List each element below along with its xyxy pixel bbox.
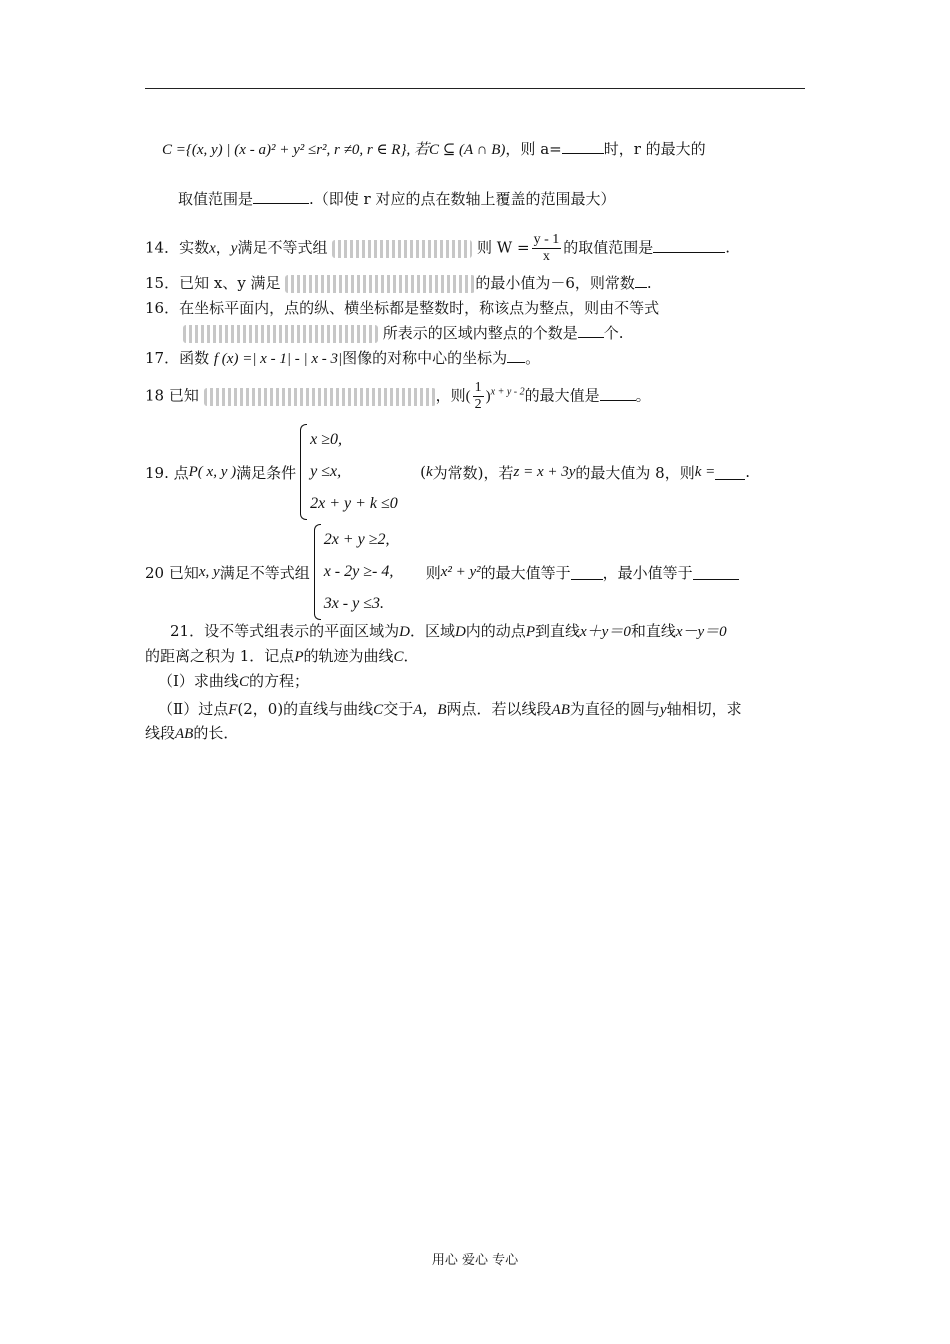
problem-15: 15．已知 x、y 满足 的最小值为－6，则常数 . [145,274,652,292]
page-footer: 用心 爱心 专心 [431,1253,519,1268]
problem-16-line1: 16．在坐标平面内，点的纵、横坐标都是整数时，称该点为整点，则由不等式 [145,299,660,317]
inequality-system-image [285,275,475,293]
answer-blank [578,322,604,338]
answer-blank [635,272,647,288]
set-c-formula: C ={(x, y) | (x - a)² + y² ≤r², r ≠0, r ∈ R}, 若C ⊆ (A ∩ B) [162,142,506,158]
answer-blank [600,385,636,401]
answer-blank [571,564,603,580]
condition-system: x ≥0, y ≤x, 2x + y + k ≤0 [300,424,416,520]
answer-blank [562,138,604,154]
fraction: $\frac{1}{2}$ [474,380,482,412]
problem-21-part2-line1: （Ⅱ）过点F(2，0)的直线与曲线C交于A，B两点．若以线段AB为直径的圆与y轴相切，求 [158,700,742,718]
problem-21-part1: （Ⅰ）求曲线C的方程； [158,672,309,690]
inequality-system-image [183,325,378,343]
inequality-system-image [204,388,436,406]
problem-20: 20 已知 x, y 满足不等式组 2x + y ≥2, x - 2y ≥- 4, 3x - y ≤3. 则 x² + y² 的最大值等于 ，最小值等于 [145,524,739,620]
fraction: $\frac{y - 1}{x}$ [533,232,560,264]
answer-blank [715,464,745,480]
problem-21-line2: 的距离之积为 1．记点P的轨迹为曲线C． [145,647,419,665]
function-formula: f (x) =| x - 1| - | x - 3| [213,351,343,367]
header-rule [145,88,805,89]
problem-18: 18 已知 ，则( $\frac{1}{2}$ )$^{x + y - 2}$的最大值是 。 [145,380,651,412]
problem-21-line1: 21．设不等式组表示的平面区域为D．区域D内的动点P到直线x＋y＝0和直线x－y＝0 [170,622,727,640]
problem-16-line2: 所表示的区域内整点的个数是 个. [183,322,624,344]
answer-blank [507,347,525,363]
answer-blank [253,188,309,204]
problem-13-line2: 取值范围是 .（即使 r 对应的点在数轴上覆盖的范围最大） [178,190,616,208]
problem-19: 19. 点 P( x, y ) 满足条件 x ≥0, y ≤x, 2x + y + k ≤0 ( k 为常数)，若 z = x + 3y 的最大值为 8，则 k = . [145,424,750,520]
problem-14: 14．实数x，y满足不等式组 则 W = $\frac{y - 1}{x}$ 的取值范围是 . [145,232,731,264]
inequality-system: 2x + y ≥2, x - 2y ≥- 4, 3x - y ≤3. [314,524,426,620]
answer-blank [693,564,739,580]
problem-13-line1: C ={(x, y) | (x - a)² + y² ≤r², r ≠0, r ∈ R}, 若C ⊆ (A ∩ B)，则 a= 时，r 的最大的 [162,140,706,158]
problem-17: 17．函数 f (x) =| x - 1| - | x - 3|图像的对称中心的坐标为 。 [145,349,541,367]
answer-blank [653,237,725,253]
inequality-system-image [332,240,472,258]
problem-21-part2-line2: 线段AB的长． [145,724,239,742]
